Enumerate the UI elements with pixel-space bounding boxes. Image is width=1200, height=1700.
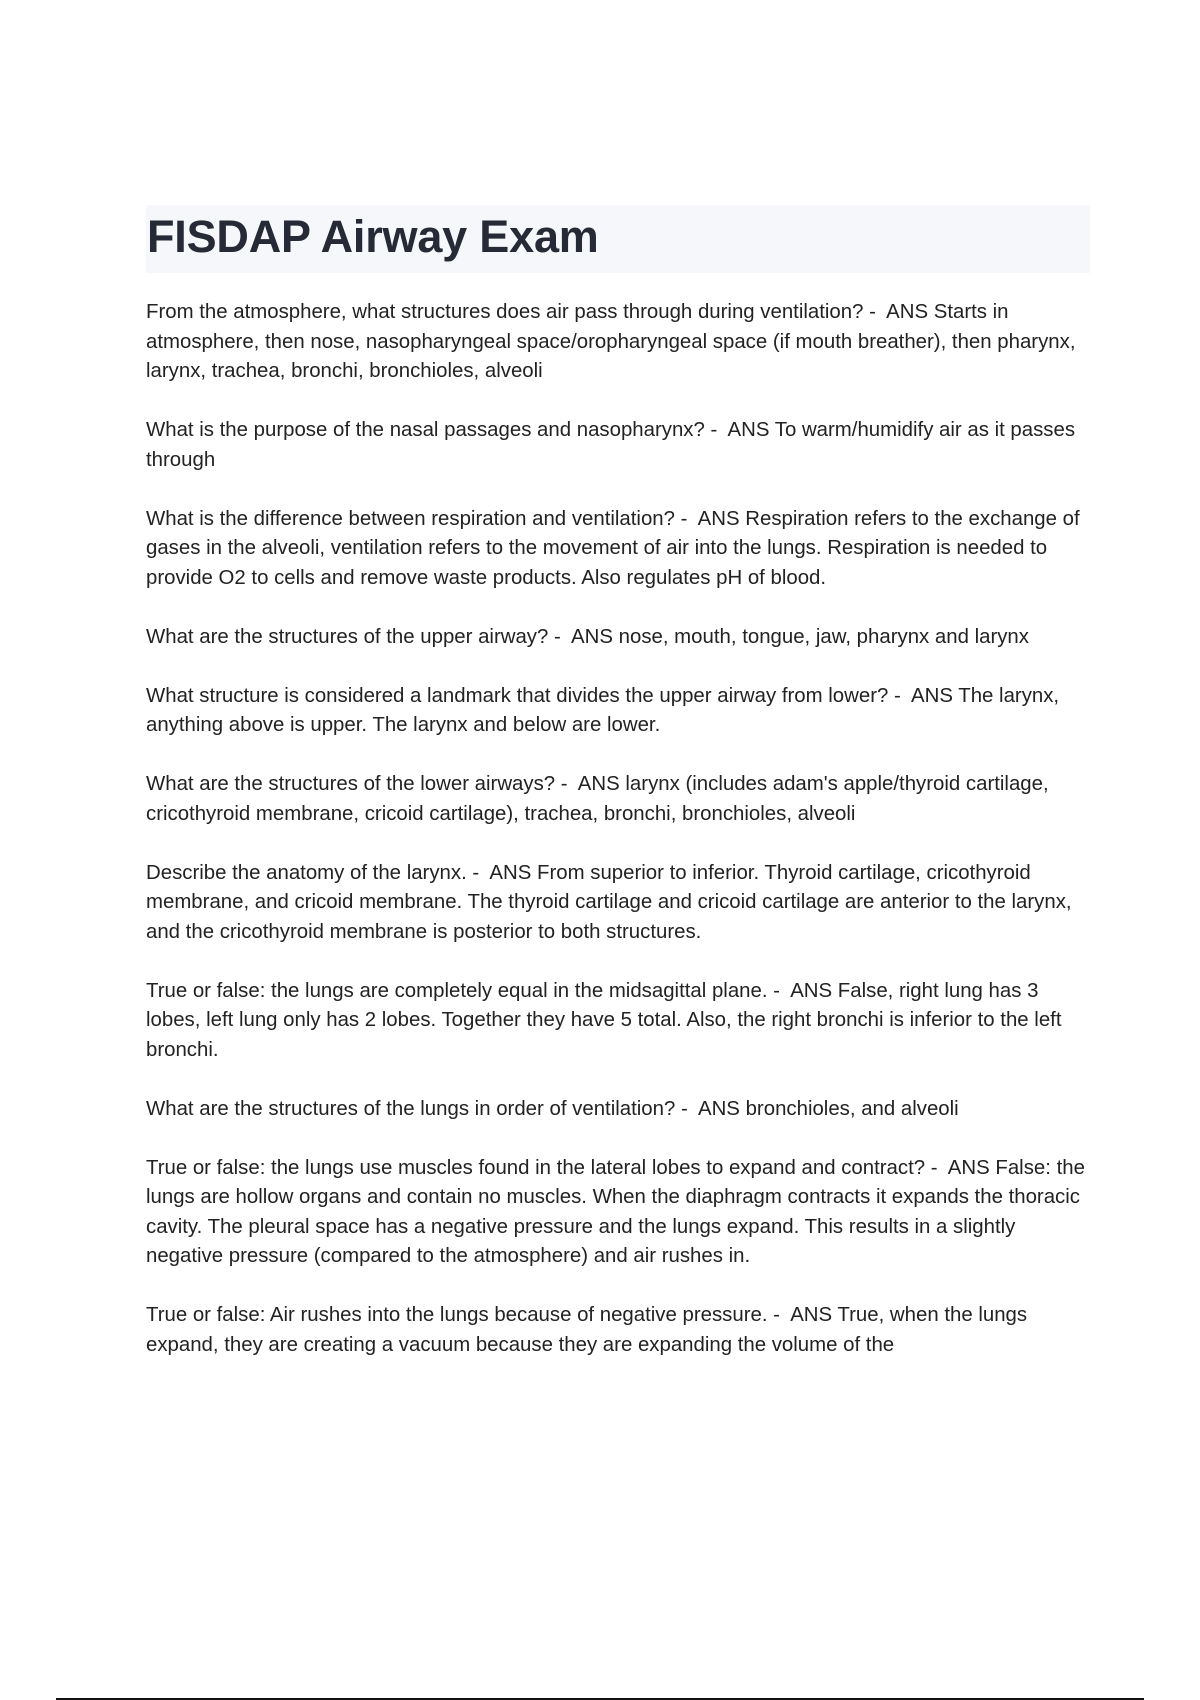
answer-text: To warm/humidify air as it passes through — [146, 419, 1076, 471]
qa-separator: - — [925, 1156, 948, 1179]
qa-item — [146, 416, 1096, 475]
qa-separator: - — [548, 625, 572, 648]
qa-separator: - — [767, 1304, 791, 1326]
page-title: FISDAP Airway Exam — [147, 211, 599, 262]
qa-separator: - — [704, 419, 728, 441]
answer-text: From superior to inferior. Thyroid cartilage, cricothyroid membrane, and cricoid membrane. The thyroid cartilage and cricoid cartilage are anterior to the larynx, and the cricothyroid membrane is posterior to both structures. — [146, 861, 1072, 943]
answer-text: nose, mouth, tongue, jaw, pharynx and larynx — [618, 625, 1029, 648]
question-text: True or false: Air rushes into the lungs because of negative pressure. — [146, 1304, 768, 1326]
answer-prefix: ANS — [727, 419, 770, 441]
qa-separator: - — [675, 1097, 698, 1120]
question-text: True or false: the lungs are completely equal in the midsagittal plane. — [146, 979, 768, 1002]
qa-list — [146, 298, 1096, 1390]
question-text: What are the structures of the lungs in order of ventilation? — [146, 1097, 676, 1120]
qa-separator: - — [767, 979, 791, 1002]
title-banner — [146, 205, 1090, 273]
question-text: What are the structures of the upper airway? — [146, 625, 549, 648]
answer-prefix: ANS — [886, 301, 929, 323]
qa-separator: - — [863, 301, 887, 323]
question-text: What is the purpose of the nasal passages and nasopharynx? — [146, 419, 705, 441]
answer-text: Respiration refers to the exchange of gases in the alveoli, ventilation refers to the movement of air into the lungs. Respiration is needed to provide O2 to cells and remove waste products. Also regulates pH of blood. — [146, 507, 1080, 589]
answer-text: Starts in atmosphere, then nose, nasopharyngeal space/oropharyngeal space (if mouth breather), then pharynx, larynx, trachea, bronchi, bronchioles, alveoli — [146, 301, 1076, 382]
answer-text: False: the lungs are hollow organs and contain no muscles. When the diaphragm contracts it expands the thoracic cavity. The pleural space has a negative pressure and the lungs expand. This results in a slightly negative pressure (compared to the atmosphere) and air rushes in. — [146, 1156, 1085, 1267]
qa-separator: - — [466, 861, 490, 884]
question-text: From the atmosphere, what structures does air pass through during ventilation? — [146, 301, 864, 323]
answer-prefix: ANS — [911, 684, 953, 707]
question-text: What are the structures of the lower airways? — [146, 773, 556, 795]
qa-item — [146, 770, 1096, 829]
answer-prefix: ANS — [697, 507, 740, 530]
answer-text: True, when the lungs expand, they are creating a vacuum because they are expanding the volume of the — [146, 1304, 1028, 1356]
qa-item — [146, 1301, 1096, 1360]
answer-text: bronchioles, and alveoli — [745, 1097, 959, 1120]
question-text: Describe the anatomy of the larynx. — [146, 861, 467, 884]
qa-item — [146, 1154, 1096, 1272]
answer-text: The larynx, anything above is upper. The larynx and below are lower. — [146, 684, 1060, 736]
qa-item — [146, 859, 1096, 948]
qa-item — [146, 623, 1096, 653]
qa-item — [146, 505, 1096, 594]
qa-item — [146, 977, 1096, 1066]
question-text: What is the difference between respiration and ventilation? — [146, 507, 675, 530]
answer-prefix: ANS — [790, 979, 833, 1002]
answer-prefix: ANS — [577, 773, 620, 795]
qa-separator: - — [674, 507, 698, 530]
qa-item — [146, 682, 1096, 741]
qa-item — [146, 1095, 1096, 1125]
answer-prefix: ANS — [697, 1097, 740, 1120]
qa-separator: - — [555, 773, 578, 795]
answer-text: larynx (includes adam's apple/thyroid cartilage, cricothyroid membrane, cricoid cartilage), trachea, bronchi, bronchioles, alveoli — [146, 773, 1049, 825]
question-text: True or false: the lungs use muscles found in the lateral lobes to expand and contract? — [146, 1156, 926, 1179]
answer-prefix: ANS — [947, 1156, 990, 1179]
answer-text: False, right lung has 3 lobes, left lung only has 2 lobes. Together they have 5 total. Also, the right bronchi is inferior to the left bronchi. — [146, 979, 1062, 1061]
question-text: What structure is considered a landmark that divides the upper airway from lower? — [146, 684, 889, 707]
qa-item — [146, 298, 1096, 387]
qa-separator: - — [888, 684, 911, 707]
answer-prefix: ANS — [571, 625, 613, 648]
answer-prefix: ANS — [489, 861, 532, 884]
answer-prefix: ANS — [790, 1304, 833, 1326]
